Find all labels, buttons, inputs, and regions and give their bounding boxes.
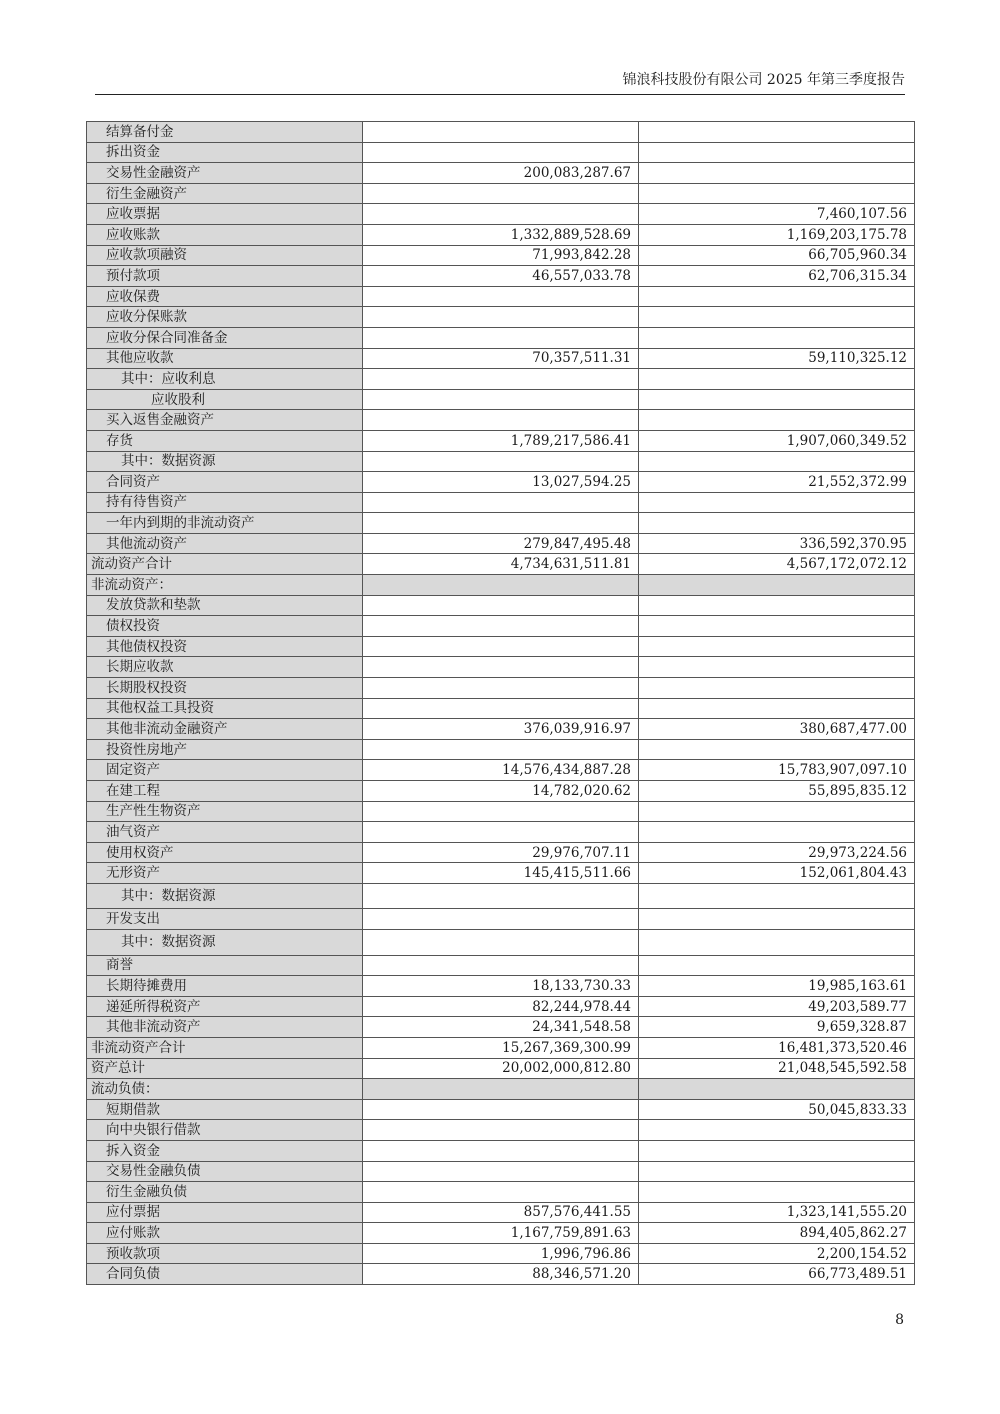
period-end-value: 376,039,916.97 xyxy=(363,719,639,740)
row-label: 其中：数据资源 xyxy=(87,451,363,472)
row-label: 非流动资产合计 xyxy=(87,1037,363,1058)
year-start-value xyxy=(639,492,915,513)
year-start-value: 894,405,862.27 xyxy=(639,1223,915,1244)
table-row xyxy=(87,781,915,802)
table-row xyxy=(87,513,915,534)
row-label: 应收保费 xyxy=(87,286,363,307)
period-end-value: 18,133,730.33 xyxy=(363,976,639,997)
table-row xyxy=(87,451,915,472)
row-label: 应收分保合同准备金 xyxy=(87,327,363,348)
year-start-value xyxy=(639,1182,915,1203)
period-end-value: 70,357,511.31 xyxy=(363,348,639,369)
year-start-value: 66,773,489.51 xyxy=(639,1264,915,1285)
period-end-value xyxy=(363,678,639,699)
table-row xyxy=(87,1161,915,1182)
period-end-value: 46,557,033.78 xyxy=(363,266,639,287)
table-row xyxy=(87,266,915,287)
table-row xyxy=(87,930,915,956)
period-end-value xyxy=(363,739,639,760)
table-row xyxy=(87,286,915,307)
year-start-value: 21,048,545,592.58 xyxy=(639,1058,915,1079)
row-label: 短期借款 xyxy=(87,1099,363,1120)
period-end-value xyxy=(363,1140,639,1161)
period-end-value xyxy=(363,698,639,719)
period-end-value: 857,576,441.55 xyxy=(363,1202,639,1223)
period-end-value xyxy=(363,657,639,678)
table-row xyxy=(87,183,915,204)
table-row xyxy=(87,389,915,410)
table-row xyxy=(87,472,915,493)
year-start-value: 380,687,477.00 xyxy=(639,719,915,740)
row-label: 应付账款 xyxy=(87,1223,363,1244)
row-label: 应收分保账款 xyxy=(87,307,363,328)
year-start-value: 62,706,315.34 xyxy=(639,266,915,287)
year-start-value xyxy=(639,307,915,328)
row-label: 应收账款 xyxy=(87,224,363,245)
row-label: 资产总计 xyxy=(87,1058,363,1079)
year-start-value: 49,203,589.77 xyxy=(639,996,915,1017)
period-end-value xyxy=(363,930,639,956)
table-row xyxy=(87,224,915,245)
page-number: 8 xyxy=(895,1312,904,1328)
table-row xyxy=(87,430,915,451)
row-label: 拆出资金 xyxy=(87,142,363,163)
table-row xyxy=(87,575,915,596)
row-label: 应收票据 xyxy=(87,204,363,225)
period-end-value xyxy=(363,1120,639,1141)
period-end-value: 14,576,434,887.28 xyxy=(363,760,639,781)
row-label: 发放贷款和垫款 xyxy=(87,595,363,616)
period-end-value xyxy=(363,595,639,616)
row-label: 长期应收款 xyxy=(87,657,363,678)
table-row xyxy=(87,976,915,997)
year-start-value xyxy=(639,410,915,431)
period-end-value xyxy=(363,286,639,307)
year-start-value xyxy=(639,678,915,699)
row-label: 使用权资产 xyxy=(87,842,363,863)
year-start-value xyxy=(639,822,915,843)
period-end-value: 1,789,217,586.41 xyxy=(363,430,639,451)
balance-sheet-table xyxy=(86,121,915,1285)
table-row xyxy=(87,1017,915,1038)
row-label: 持有待售资产 xyxy=(87,492,363,513)
year-start-value: 21,552,372.99 xyxy=(639,472,915,493)
year-start-value: 19,985,163.61 xyxy=(639,976,915,997)
table-row xyxy=(87,636,915,657)
table-row xyxy=(87,909,915,930)
period-end-value xyxy=(363,204,639,225)
period-end-value: 1,996,796.86 xyxy=(363,1243,639,1264)
row-label: 其他流动资产 xyxy=(87,533,363,554)
row-label: 开发支出 xyxy=(87,909,363,930)
year-start-value: 29,973,224.56 xyxy=(639,842,915,863)
year-start-value xyxy=(639,142,915,163)
year-start-value xyxy=(639,616,915,637)
row-label: 一年内到期的非流动资产 xyxy=(87,513,363,534)
period-end-value xyxy=(363,369,639,390)
row-label: 其中：数据资源 xyxy=(87,930,363,956)
row-label: 衍生金融资产 xyxy=(87,183,363,204)
period-end-value xyxy=(363,492,639,513)
year-start-value: 7,460,107.56 xyxy=(639,204,915,225)
row-label: 买入返售金融资产 xyxy=(87,410,363,431)
table-row xyxy=(87,1182,915,1203)
report-header: 锦浪科技股份有限公司 2025 年第三季度报告 xyxy=(95,70,905,95)
year-start-value xyxy=(639,513,915,534)
period-end-value xyxy=(363,822,639,843)
period-end-value xyxy=(363,909,639,930)
row-label: 流动负债： xyxy=(87,1079,363,1100)
year-start-value: 66,705,960.34 xyxy=(639,245,915,266)
year-start-value xyxy=(639,883,915,909)
row-label: 非流动资产： xyxy=(87,575,363,596)
period-end-value: 71,993,842.28 xyxy=(363,245,639,266)
year-start-value xyxy=(639,698,915,719)
year-start-value: 50,045,833.33 xyxy=(639,1099,915,1120)
year-start-value xyxy=(639,389,915,410)
table-row xyxy=(87,369,915,390)
table-row xyxy=(87,863,915,884)
table-row xyxy=(87,719,915,740)
period-end-value xyxy=(363,575,639,596)
row-label: 其中：应收利息 xyxy=(87,369,363,390)
row-label: 其中：数据资源 xyxy=(87,883,363,909)
table-row xyxy=(87,1099,915,1120)
period-end-value xyxy=(363,1099,639,1120)
row-label: 商誉 xyxy=(87,955,363,976)
period-end-value xyxy=(363,122,639,143)
row-label: 拆入资金 xyxy=(87,1140,363,1161)
year-start-value xyxy=(639,286,915,307)
table-row xyxy=(87,1202,915,1223)
row-label: 合同资产 xyxy=(87,472,363,493)
year-start-value: 15,783,907,097.10 xyxy=(639,760,915,781)
year-start-value xyxy=(639,183,915,204)
period-end-value: 200,083,287.67 xyxy=(363,163,639,184)
period-end-value: 145,415,511.66 xyxy=(363,863,639,884)
table-row xyxy=(87,1223,915,1244)
table-row xyxy=(87,760,915,781)
year-start-value xyxy=(639,909,915,930)
row-label: 应收款项融资 xyxy=(87,245,363,266)
table-row xyxy=(87,327,915,348)
period-end-value: 1,332,889,528.69 xyxy=(363,224,639,245)
row-label: 结算备付金 xyxy=(87,122,363,143)
row-label: 存货 xyxy=(87,430,363,451)
year-start-value xyxy=(639,327,915,348)
table-row xyxy=(87,595,915,616)
year-start-value: 2,200,154.52 xyxy=(639,1243,915,1264)
row-label: 交易性金融负债 xyxy=(87,1161,363,1182)
table-row xyxy=(87,554,915,575)
period-end-value: 29,976,707.11 xyxy=(363,842,639,863)
balance-sheet-body xyxy=(87,122,915,1285)
year-start-value: 4,567,172,072.12 xyxy=(639,554,915,575)
table-row xyxy=(87,657,915,678)
table-row xyxy=(87,348,915,369)
table-row xyxy=(87,842,915,863)
year-start-value: 9,659,328.87 xyxy=(639,1017,915,1038)
table-row xyxy=(87,822,915,843)
period-end-value xyxy=(363,801,639,822)
year-start-value xyxy=(639,1161,915,1182)
row-label: 其他非流动金融资产 xyxy=(87,719,363,740)
row-label: 合同负债 xyxy=(87,1264,363,1285)
row-label: 长期股权投资 xyxy=(87,678,363,699)
year-start-value: 336,592,370.95 xyxy=(639,533,915,554)
period-end-value: 279,847,495.48 xyxy=(363,533,639,554)
table-row xyxy=(87,1140,915,1161)
year-start-value xyxy=(639,955,915,976)
row-label: 油气资产 xyxy=(87,822,363,843)
table-row xyxy=(87,1120,915,1141)
year-start-value: 1,907,060,349.52 xyxy=(639,430,915,451)
year-start-value xyxy=(639,595,915,616)
period-end-value xyxy=(363,389,639,410)
period-end-value xyxy=(363,1182,639,1203)
table-row xyxy=(87,204,915,225)
table-row xyxy=(87,739,915,760)
table-row xyxy=(87,883,915,909)
table-row xyxy=(87,163,915,184)
year-start-value: 152,061,804.43 xyxy=(639,863,915,884)
period-end-value xyxy=(363,142,639,163)
period-end-value xyxy=(363,636,639,657)
table-row xyxy=(87,698,915,719)
table-row xyxy=(87,410,915,431)
table-row xyxy=(87,492,915,513)
row-label: 流动资产合计 xyxy=(87,554,363,575)
year-start-value xyxy=(639,657,915,678)
row-label: 应收股利 xyxy=(87,389,363,410)
period-end-value xyxy=(363,883,639,909)
period-end-value xyxy=(363,513,639,534)
period-end-value: 4,734,631,511.81 xyxy=(363,554,639,575)
year-start-value xyxy=(639,163,915,184)
year-start-value xyxy=(639,1120,915,1141)
row-label: 固定资产 xyxy=(87,760,363,781)
period-end-value: 13,027,594.25 xyxy=(363,472,639,493)
row-label: 其他债权投资 xyxy=(87,636,363,657)
table-row xyxy=(87,616,915,637)
table-row xyxy=(87,1037,915,1058)
period-end-value xyxy=(363,1079,639,1100)
year-start-value xyxy=(639,575,915,596)
year-start-value xyxy=(639,1140,915,1161)
period-end-value: 1,167,759,891.63 xyxy=(363,1223,639,1244)
row-label: 投资性房地产 xyxy=(87,739,363,760)
table-row xyxy=(87,245,915,266)
period-end-value: 15,267,369,300.99 xyxy=(363,1037,639,1058)
year-start-value xyxy=(639,1079,915,1100)
table-row xyxy=(87,996,915,1017)
year-start-value: 1,169,203,175.78 xyxy=(639,224,915,245)
period-end-value: 20,002,000,812.80 xyxy=(363,1058,639,1079)
year-start-value xyxy=(639,801,915,822)
year-start-value: 16,481,373,520.46 xyxy=(639,1037,915,1058)
year-start-value: 59,110,325.12 xyxy=(639,348,915,369)
row-label: 向中央银行借款 xyxy=(87,1120,363,1141)
year-start-value xyxy=(639,451,915,472)
table-row xyxy=(87,1079,915,1100)
row-label: 长期待摊费用 xyxy=(87,976,363,997)
period-end-value xyxy=(363,955,639,976)
row-label: 在建工程 xyxy=(87,781,363,802)
period-end-value: 88,346,571.20 xyxy=(363,1264,639,1285)
period-end-value xyxy=(363,327,639,348)
table-row xyxy=(87,955,915,976)
row-label: 衍生金融负债 xyxy=(87,1182,363,1203)
table-row xyxy=(87,307,915,328)
year-start-value xyxy=(639,739,915,760)
table-row xyxy=(87,1058,915,1079)
period-end-value: 82,244,978.44 xyxy=(363,996,639,1017)
row-label: 其他非流动资产 xyxy=(87,1017,363,1038)
row-label: 预收款项 xyxy=(87,1243,363,1264)
row-label: 无形资产 xyxy=(87,863,363,884)
row-label: 债权投资 xyxy=(87,616,363,637)
row-label: 应付票据 xyxy=(87,1202,363,1223)
year-start-value: 1,323,141,555.20 xyxy=(639,1202,915,1223)
row-label: 其他权益工具投资 xyxy=(87,698,363,719)
period-end-value xyxy=(363,451,639,472)
year-start-value xyxy=(639,369,915,390)
row-label: 交易性金融资产 xyxy=(87,163,363,184)
period-end-value xyxy=(363,307,639,328)
period-end-value xyxy=(363,410,639,431)
row-label: 预付款项 xyxy=(87,266,363,287)
period-end-value xyxy=(363,183,639,204)
row-label: 其他应收款 xyxy=(87,348,363,369)
year-start-value: 55,895,835.12 xyxy=(639,781,915,802)
table-row xyxy=(87,122,915,143)
table-row xyxy=(87,142,915,163)
period-end-value xyxy=(363,616,639,637)
period-end-value: 14,782,020.62 xyxy=(363,781,639,802)
period-end-value: 24,341,548.58 xyxy=(363,1017,639,1038)
year-start-value xyxy=(639,636,915,657)
table-row xyxy=(87,533,915,554)
row-label: 生产性生物资产 xyxy=(87,801,363,822)
table-row xyxy=(87,1243,915,1264)
period-end-value xyxy=(363,1161,639,1182)
table-row xyxy=(87,1264,915,1285)
table-row xyxy=(87,678,915,699)
year-start-value xyxy=(639,122,915,143)
table-row xyxy=(87,801,915,822)
year-start-value xyxy=(639,930,915,956)
row-label: 递延所得税资产 xyxy=(87,996,363,1017)
